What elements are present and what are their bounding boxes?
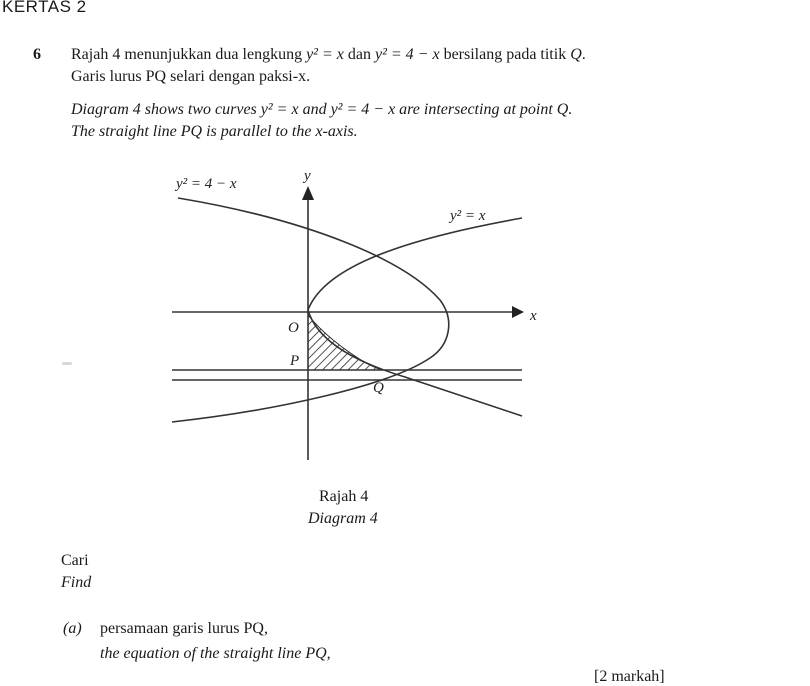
malay-text-b: dan: [347, 46, 371, 63]
label-point-q: Q: [373, 380, 384, 396]
english-text-b: and: [302, 101, 327, 118]
paper-header: KERTAS 2: [2, 0, 87, 16]
question-english-line-2: The straight line PQ is parallel to the x-axis.: [71, 123, 358, 140]
x-axis-arrow: [512, 306, 524, 318]
shaded-region: [308, 315, 382, 370]
find-malay: Cari: [61, 552, 89, 569]
part-a-label: (a): [63, 620, 82, 637]
curve-y2-4-minus-x: [172, 198, 449, 422]
english-eq-1: y² = x: [260, 101, 299, 118]
part-a-marks: [2 markah]: [594, 668, 665, 685]
question-number: 6: [33, 46, 41, 63]
label-curve-right: y² = x: [450, 208, 486, 224]
part-a-english: the equation of the straight line PQ,: [100, 645, 331, 662]
english-text-c: are intersecting at point Q.: [399, 101, 573, 118]
question-english-line-1: [71, 101, 572, 119]
question-malay-line-1: [71, 46, 586, 64]
label-origin: O: [288, 320, 299, 336]
caption-english: Diagram 4: [308, 510, 378, 527]
malay-point: Q: [570, 46, 582, 63]
malay-text-a: Rajah 4 menunjukkan dua lengkung: [71, 46, 303, 63]
malay-text-d: .: [581, 46, 586, 63]
curve-y2-x: [308, 218, 522, 416]
english-eq-2: y² = 4 − x: [330, 101, 396, 118]
scan-speck: [62, 362, 72, 365]
label-curve-left: y² = 4 − x: [176, 176, 237, 192]
y-axis-arrow: [302, 186, 314, 200]
malay-eq-2: y² = 4 − x: [374, 46, 440, 63]
english-text-a: Diagram 4 shows two curves: [71, 101, 257, 118]
malay-text-c: bersilang pada titik: [443, 46, 567, 63]
diagram-4: [150, 160, 570, 470]
part-a-malay: persamaan garis lurus PQ,: [100, 620, 268, 637]
label-x-axis: x: [530, 308, 537, 324]
malay-eq-1: y² = x: [306, 46, 344, 63]
find-english: Find: [61, 574, 92, 591]
label-y-axis: y: [304, 168, 311, 184]
question-malay-line-2: Garis lurus PQ selari dengan paksi-x.: [71, 68, 311, 85]
caption-malay: Rajah 4: [319, 488, 369, 505]
label-point-p: P: [290, 353, 300, 369]
